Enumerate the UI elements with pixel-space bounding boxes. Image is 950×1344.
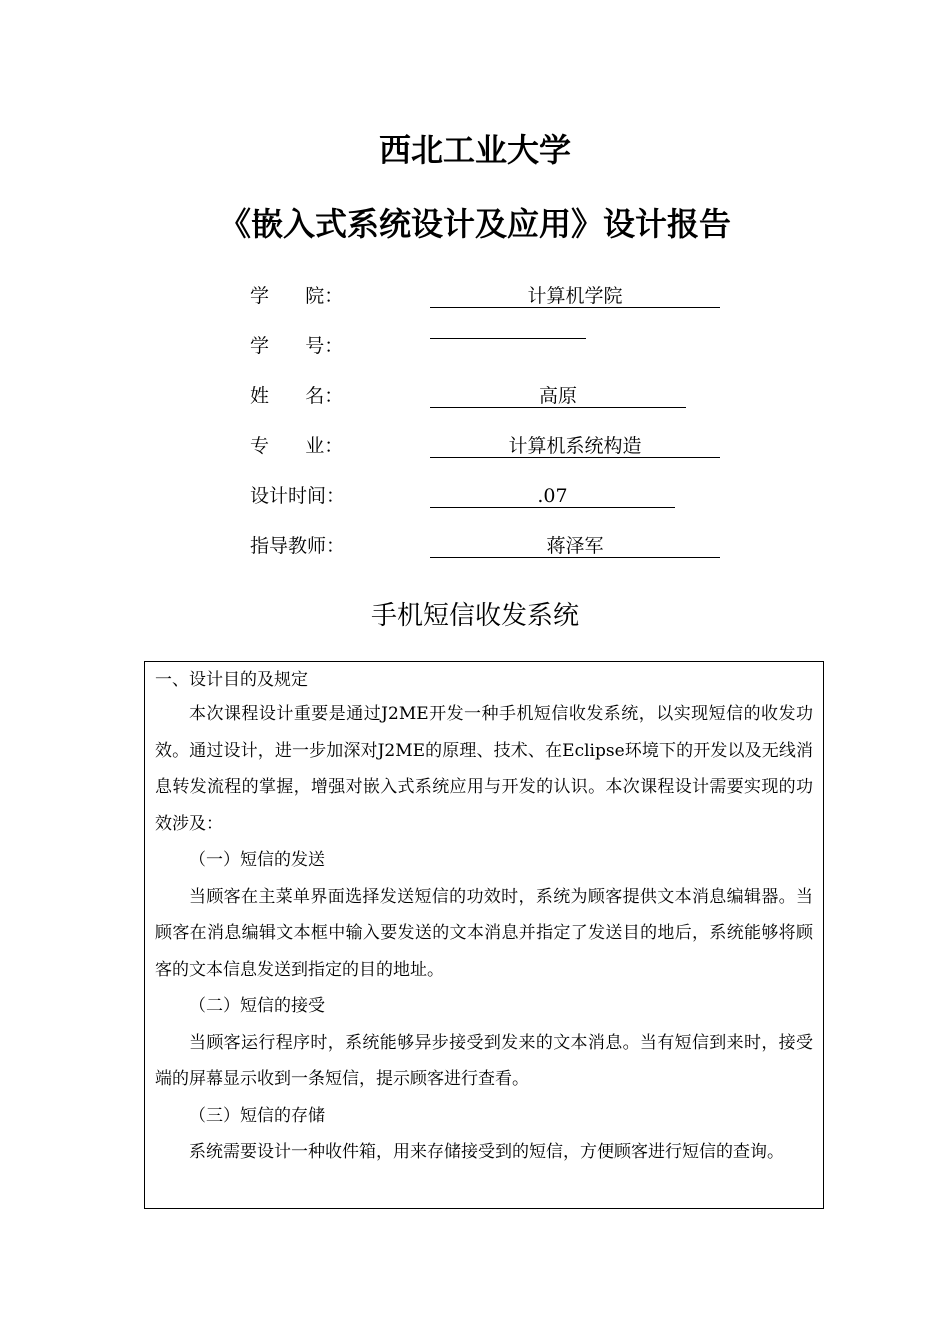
content-box	[144, 661, 824, 1209]
info-row-name	[250, 381, 730, 415]
info-label: 姓 名：	[250, 385, 344, 407]
info-value-major: 计算机系统构造	[430, 431, 720, 458]
info-value-design-time: .07	[430, 481, 675, 508]
paragraph-receive: 当顾客运行程序时，系统能够异步接受到发来的文本消息。当有短信到来时，接受端的屏幕显示收到一条短信，提示顾客进行查看。	[155, 1032, 813, 1089]
info-row-student-id	[250, 331, 730, 365]
subsection-heading-send: （一）短信的发送	[189, 850, 325, 870]
info-value-advisor: 蒋泽军	[430, 531, 720, 558]
intro-paragraph: 本次课程设计重要是通过J2ME开发一种手机短信收发系统，以实现短信的收发功效。通过设计，进一步加深对J2ME的原理、技术、在Eclipse环境下的开发以及无线消息转发流程的掌握，增强对嵌入式系统应用与开发的认识。本次课程设计需要实现的功效涉及：	[155, 704, 813, 834]
info-label: 专 业：	[250, 435, 344, 457]
info-row-college	[250, 281, 730, 315]
system-title: 手机短信收发系统	[370, 601, 579, 631]
info-row-advisor	[250, 531, 730, 565]
report-title: 《嵌入式系统设计及应用》设计报告	[218, 205, 731, 243]
section-heading: 一、设计目的及规定	[155, 670, 308, 690]
info-value-name: 高原	[430, 381, 686, 408]
info-value-college: 计算机学院	[430, 281, 720, 308]
info-label: 学 院：	[250, 285, 344, 307]
paragraph-send: 当顾客在主菜单界面选择发送短信的功效时，系统为顾客提供文本消息编辑器。当顾客在消息编辑文本框中输入要发送的文本消息并指定了发送目的地后，系统能够将顾客的文本信息发送到指定的目的地址。	[155, 886, 813, 980]
info-label: 学 号：	[250, 335, 344, 357]
university-name: 西北工业大学	[378, 131, 571, 169]
info-row-major	[250, 431, 730, 465]
info-label: 设计时间：	[250, 485, 346, 507]
info-label: 指导教师：	[250, 535, 346, 557]
paragraph-storage: 系统需要设计一种收件箱，用来存储接受到的短信，方便顾客进行短信的查询。	[189, 1142, 784, 1162]
info-value-student-id	[430, 312, 586, 339]
subsection-heading-storage: （三）短信的存储	[189, 1105, 325, 1126]
subsection-heading-receive: （二）短信的接受	[189, 996, 325, 1016]
info-row-design-time	[250, 481, 730, 515]
